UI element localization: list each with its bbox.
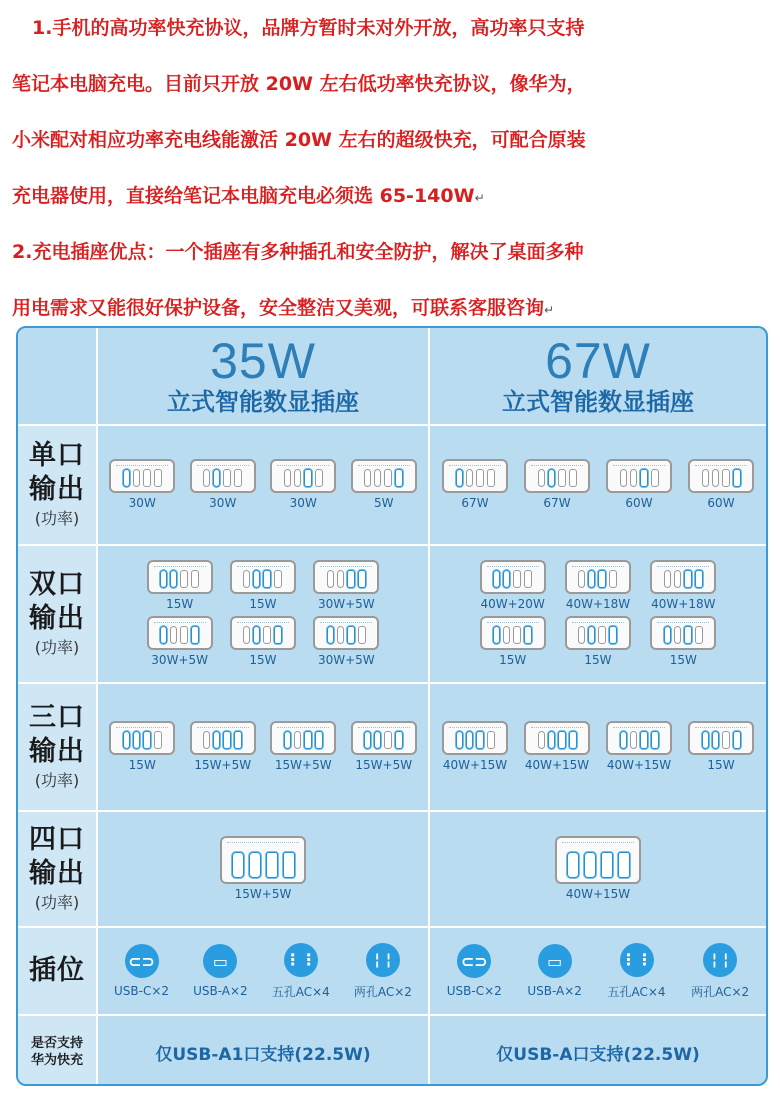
output-power-label: 67W (461, 496, 489, 510)
usb-c-port-icon (133, 469, 140, 487)
usb-c-port-icon (702, 731, 709, 749)
socket-config (480, 560, 546, 612)
output-power-label: 30W+5W (317, 653, 375, 667)
header-label-blank (18, 328, 96, 424)
socket-config (270, 459, 336, 511)
usb-c-port-icon (712, 731, 719, 749)
intro-line-6-text: 用电需求又能很好保护设备，安全整洁又美观，可联系客服咨询 (12, 297, 545, 319)
usb-a-port-icon (304, 731, 312, 749)
port-type-item (272, 943, 330, 1000)
row-label-line: 华为快充 (30, 1053, 83, 1068)
socket-diagram-icon (230, 560, 296, 594)
usb-c-port-icon (123, 731, 130, 749)
usb-c-port-icon (253, 570, 260, 588)
usb-a-port-icon (598, 570, 606, 588)
usb-a-port-icon (395, 731, 403, 749)
socket-diagram-icon (688, 459, 754, 493)
product-name: 立式智能数显插座 (167, 388, 359, 416)
usb-a-port-icon (695, 626, 703, 644)
port-types-35w (98, 928, 428, 1014)
usb-a-port-icon (266, 852, 278, 878)
socket-config (606, 459, 672, 511)
socket-config (230, 560, 296, 612)
huawei-support-35w: 仅USB-A1口支持(22.5W) (155, 1044, 371, 1065)
usb-c-port-icon (712, 469, 719, 487)
usb-a-port-icon (358, 626, 366, 644)
output-power-label: 15W+5W (274, 758, 332, 772)
usb-a-port-icon (347, 626, 355, 644)
socket-config (270, 721, 336, 773)
port-type-item (354, 943, 412, 1000)
usb-c-port-icon (588, 626, 595, 644)
socket-diagram-icon (555, 836, 641, 884)
usb-c-port-icon (160, 626, 167, 644)
usb-a-port-icon (234, 731, 242, 749)
usb-a-icon: ▭ (538, 944, 572, 978)
usb-a-port-icon (263, 626, 271, 644)
usb-c-port-icon (327, 626, 334, 644)
usb-c-port-icon (548, 469, 555, 487)
socket-diagram-icon (524, 459, 590, 493)
product-watt: 67W (545, 333, 651, 389)
usb-c-port-icon (284, 731, 291, 749)
socket-config (442, 721, 508, 773)
intro-text (12, 0, 772, 336)
divider (18, 926, 766, 928)
socket-config (480, 616, 546, 668)
usb-c-port-icon (327, 570, 334, 588)
socket-diagram-icon (220, 836, 306, 884)
intro-line-2: 笔记本电脑充电。目前只开放 20W 左右低功率快充协议，像华为， (12, 73, 586, 95)
usb-c-icon: ⊂⊃ (125, 944, 159, 978)
row-label-line: 输出 (29, 603, 85, 634)
socket-diagram-icon (190, 721, 256, 755)
usb-a-port-icon (476, 731, 484, 749)
row-label-line: 输出 (29, 474, 85, 505)
usb-c-port-icon (232, 852, 244, 878)
row-label-single (18, 426, 96, 544)
port-type-label: USB-C×2 (114, 984, 170, 998)
usb-a-icon: ▭ (203, 944, 237, 978)
socket-config (555, 836, 641, 902)
usb-c-port-icon (133, 731, 140, 749)
port-type-item (691, 943, 749, 1000)
single-output-35w (98, 426, 428, 544)
output-power-label: 30W (209, 496, 237, 510)
row-label-sub: (功率) (34, 509, 80, 528)
output-power-label: 15W (707, 758, 735, 772)
socket-config (147, 616, 213, 668)
row-label-sub: (功率) (34, 893, 80, 912)
row-label-line: 输出 (29, 736, 85, 767)
usb-a-port-icon (143, 469, 151, 487)
two-hole-outlet-icon: ¦ ¦ (366, 943, 400, 977)
usb-a-port-icon (283, 852, 295, 878)
port-types-67w (430, 928, 766, 1014)
usb-c-port-icon (203, 469, 210, 487)
usb-c-port-icon (503, 570, 510, 588)
socket-diagram-icon (270, 721, 336, 755)
usb-a-port-icon (315, 731, 323, 749)
usb-a-port-icon (524, 570, 532, 588)
usb-a-port-icon (733, 469, 741, 487)
socket-diagram-icon (270, 459, 336, 493)
intro-line-1: 1.手机的高功率快充协议，品牌方暂时未对外开放，高功率只支持 (32, 17, 585, 39)
usb-a-port-icon (651, 731, 659, 749)
usb-c-port-icon (588, 570, 595, 588)
port-type-item (447, 944, 502, 998)
output-power-label: 15W+5W (234, 887, 292, 901)
socket-config (650, 560, 716, 612)
usb-c-port-icon (630, 469, 637, 487)
usb-a-port-icon (384, 731, 392, 749)
usb-a-port-icon (143, 731, 151, 749)
row-label-triple (18, 684, 96, 810)
product-name: 立式智能数显插座 (502, 388, 694, 416)
socket-config (688, 459, 754, 511)
usb-c-port-icon (374, 469, 381, 487)
usb-a-port-icon (274, 626, 282, 644)
usb-a-port-icon (722, 469, 730, 487)
usb-a-port-icon (347, 570, 355, 588)
usb-c-port-icon (578, 626, 585, 644)
usb-a-port-icon (315, 469, 323, 487)
usb-a-port-icon (358, 570, 366, 588)
usb-c-port-icon (664, 570, 671, 588)
usb-a-port-icon (304, 469, 312, 487)
usb-a-port-icon (651, 469, 659, 487)
port-type-item (193, 944, 248, 998)
output-power-label: 15W (669, 653, 697, 667)
output-power-label: 60W (707, 496, 735, 510)
socket-diagram-icon (109, 459, 175, 493)
usb-c-port-icon (337, 626, 344, 644)
usb-c-port-icon (578, 570, 585, 588)
usb-a-port-icon (524, 626, 532, 644)
usb-a-port-icon (684, 626, 692, 644)
return-mark-icon: ↵ (474, 191, 485, 205)
usb-a-port-icon (598, 626, 606, 644)
socket-diagram-icon (313, 616, 379, 650)
output-power-label: 5W (374, 496, 394, 510)
product-header-35w (98, 328, 428, 424)
usb-c-port-icon (203, 731, 210, 749)
row-label-line: 输出 (29, 858, 85, 889)
socket-config (351, 721, 417, 773)
usb-a-port-icon (487, 469, 495, 487)
usb-a-port-icon (618, 852, 630, 878)
output-power-label: 40W+18W (565, 597, 631, 611)
triple-output-35w (98, 684, 428, 810)
output-power-label: 30W+5W (151, 653, 208, 667)
huawei-support-67w: 仅USB-A口支持(22.5W) (496, 1044, 700, 1065)
usb-c-port-icon (548, 731, 555, 749)
row-label-line: 四口 (29, 824, 85, 855)
port-type-item (527, 944, 582, 998)
socket-diagram-icon (650, 616, 716, 650)
usb-c-port-icon (337, 570, 344, 588)
socket-config (650, 616, 716, 668)
socket-diagram-icon (109, 721, 175, 755)
port-type-item (608, 943, 666, 1000)
five-hole-outlet-icon: ⋮⋮ (284, 943, 318, 977)
socket-config (190, 721, 256, 773)
usb-c-port-icon (674, 570, 681, 588)
usb-a-port-icon (695, 570, 703, 588)
row-label-line: 单口 (29, 440, 85, 471)
port-type-label: USB-A×2 (527, 984, 582, 998)
divider (18, 544, 766, 546)
row-label-quad (18, 812, 96, 926)
usb-a-port-icon (569, 731, 577, 749)
socket-config (190, 459, 256, 511)
row-label-line: 插位 (29, 955, 85, 986)
usb-a-port-icon (180, 570, 188, 588)
usb-a-port-icon (154, 469, 162, 487)
socket-diagram-icon (230, 616, 296, 650)
usb-a-port-icon (234, 469, 242, 487)
comparison-table (16, 326, 768, 1086)
usb-a-port-icon (609, 570, 617, 588)
socket-diagram-icon (480, 616, 546, 650)
usb-c-port-icon (374, 731, 381, 749)
usb-c-icon: ⊂⊃ (457, 944, 491, 978)
divider (428, 328, 430, 1084)
usb-c-port-icon (364, 469, 371, 487)
output-power-label: 15W (249, 597, 277, 611)
row-label-ports (18, 928, 96, 1014)
output-power-label: 15W (249, 653, 277, 667)
socket-diagram-icon (565, 560, 631, 594)
row-label-sub: (功率) (34, 771, 80, 790)
row-label-dual (18, 546, 96, 682)
socket-config (230, 616, 296, 668)
port-type-label: 五孔AC×4 (271, 984, 330, 999)
socket-config (688, 721, 754, 773)
divider (18, 682, 766, 684)
usb-a-port-icon (609, 626, 617, 644)
usb-c-port-icon (620, 731, 627, 749)
usb-a-port-icon (191, 626, 199, 644)
usb-c-port-icon (170, 626, 177, 644)
output-power-label: 30W (289, 496, 317, 510)
intro-line-4-text: 充电器使用，直接给笔记本电脑充电必须选 65-140W (12, 185, 475, 207)
socket-config (351, 459, 417, 511)
output-power-label: 15W (499, 653, 527, 667)
usb-c-port-icon (456, 731, 463, 749)
row-label-huawei (18, 1016, 96, 1086)
socket-diagram-icon (351, 459, 417, 493)
usb-a-port-icon (487, 731, 495, 749)
usb-a-port-icon (558, 469, 566, 487)
socket-config (524, 721, 590, 773)
usb-c-port-icon (213, 469, 220, 487)
port-type-label: 五孔AC×4 (607, 984, 666, 999)
socket-config (313, 616, 379, 668)
usb-a-port-icon (640, 469, 648, 487)
socket-diagram-icon (351, 721, 417, 755)
usb-c-port-icon (538, 731, 545, 749)
usb-c-port-icon (160, 570, 167, 588)
usb-c-port-icon (364, 731, 371, 749)
socket-diagram-icon (442, 721, 508, 755)
usb-a-port-icon (476, 469, 484, 487)
usb-a-port-icon (601, 852, 613, 878)
output-power-label: 40W+15W (524, 758, 590, 772)
usb-c-port-icon (674, 626, 681, 644)
quad-output-35w (98, 812, 428, 926)
divider (18, 810, 766, 812)
usb-a-port-icon (640, 731, 648, 749)
row-label-sub: (功率) (34, 638, 80, 657)
usb-c-port-icon (630, 731, 637, 749)
socket-diagram-icon (147, 616, 213, 650)
socket-config (313, 560, 379, 612)
intro-line-5: 2.充电插座优点：一个插座有多种插孔和安全防护，解决了桌面多种 (12, 241, 584, 263)
port-type-label: 两孔AC×2 (691, 984, 750, 999)
usb-c-port-icon (493, 570, 500, 588)
usb-c-port-icon (253, 626, 260, 644)
socket-config (220, 836, 306, 902)
usb-c-port-icon (456, 469, 463, 487)
triple-output-67w (430, 684, 766, 810)
usb-c-port-icon (170, 570, 177, 588)
output-power-label: 40W+18W (651, 597, 716, 611)
usb-a-port-icon (722, 731, 730, 749)
socket-config (442, 459, 508, 511)
row-label-line: 是否支持 (30, 1036, 83, 1051)
output-power-label: 40W+15W (606, 758, 672, 772)
usb-c-port-icon (620, 469, 627, 487)
usb-c-port-icon (249, 852, 261, 878)
return-mark-icon: ↵ (544, 303, 555, 317)
usb-c-port-icon (213, 731, 220, 749)
socket-diagram-icon (480, 560, 546, 594)
usb-c-port-icon (702, 469, 709, 487)
usb-c-port-icon (294, 469, 301, 487)
port-type-label: 两孔AC×2 (353, 984, 412, 999)
divider (96, 328, 98, 1084)
socket-diagram-icon (606, 721, 672, 755)
usb-a-port-icon (513, 626, 521, 644)
usb-c-port-icon (503, 626, 510, 644)
usb-a-port-icon (154, 731, 162, 749)
socket-config (109, 721, 175, 773)
row-label-line: 双口 (29, 569, 85, 600)
two-hole-outlet-icon: ¦ ¦ (703, 943, 737, 977)
socket-config (109, 459, 175, 511)
single-output-67w (430, 426, 766, 544)
socket-config (606, 721, 672, 773)
usb-a-port-icon (384, 469, 392, 487)
socket-diagram-icon (442, 459, 508, 493)
intro-line-3: 小米配对相应功率充电线能激活 20W 左右的超级快充，可配合原装 (12, 129, 586, 151)
usb-c-port-icon (493, 626, 500, 644)
output-power-label: 15W+5W (194, 758, 252, 772)
usb-c-port-icon (123, 469, 130, 487)
usb-a-port-icon (191, 570, 199, 588)
usb-c-port-icon (466, 469, 473, 487)
usb-a-port-icon (263, 570, 271, 588)
usb-a-port-icon (274, 570, 282, 588)
usb-a-port-icon (180, 626, 188, 644)
output-power-label: 40W+15W (565, 887, 631, 901)
divider (18, 424, 766, 426)
usb-a-port-icon (684, 570, 692, 588)
usb-a-port-icon (558, 731, 566, 749)
usb-c-port-icon (538, 469, 545, 487)
output-power-label: 15W+5W (355, 758, 413, 772)
socket-config (147, 560, 213, 612)
usb-c-port-icon (243, 570, 250, 588)
dual-output-67w (430, 546, 766, 682)
usb-a-port-icon (223, 469, 231, 487)
usb-c-port-icon (466, 731, 473, 749)
product-header-67w (430, 328, 766, 424)
socket-diagram-icon (147, 560, 213, 594)
usb-a-port-icon (569, 469, 577, 487)
output-power-label: 15W (584, 653, 612, 667)
usb-c-port-icon (294, 731, 301, 749)
usb-a-port-icon (395, 469, 403, 487)
socket-diagram-icon (524, 721, 590, 755)
output-power-label: 15W (166, 597, 194, 611)
port-type-label: USB-C×2 (446, 984, 502, 998)
socket-diagram-icon (688, 721, 754, 755)
five-hole-outlet-icon: ⋮⋮ (620, 943, 654, 977)
socket-diagram-icon (190, 459, 256, 493)
output-power-label: 60W (625, 496, 653, 510)
socket-config (565, 616, 631, 668)
usb-c-port-icon (243, 626, 250, 644)
socket-config (565, 560, 631, 612)
usb-c-port-icon (664, 626, 671, 644)
usb-a-port-icon (513, 570, 521, 588)
usb-a-port-icon (223, 731, 231, 749)
output-power-label: 40W+20W (480, 597, 545, 611)
output-power-label: 67W (543, 496, 571, 510)
product-watt: 35W (210, 333, 316, 389)
divider (18, 1014, 766, 1016)
output-power-label: 15W (128, 758, 156, 772)
output-power-label: 30W (128, 496, 156, 510)
output-power-label: 30W+5W (317, 597, 375, 611)
output-power-label: 40W+15W (442, 758, 508, 772)
socket-diagram-icon (606, 459, 672, 493)
socket-config (524, 459, 590, 511)
usb-c-port-icon (584, 852, 596, 878)
dual-output-35w (98, 546, 428, 682)
socket-diagram-icon (313, 560, 379, 594)
quad-output-67w (430, 812, 766, 926)
socket-diagram-icon (650, 560, 716, 594)
socket-diagram-icon (565, 616, 631, 650)
intro-line-4 (12, 168, 772, 224)
usb-c-port-icon (284, 469, 291, 487)
row-label-line: 三口 (29, 702, 85, 733)
usb-a-port-icon (733, 731, 741, 749)
port-type-item (114, 944, 169, 998)
port-type-label: USB-A×2 (193, 984, 248, 998)
usb-c-port-icon (567, 852, 579, 878)
